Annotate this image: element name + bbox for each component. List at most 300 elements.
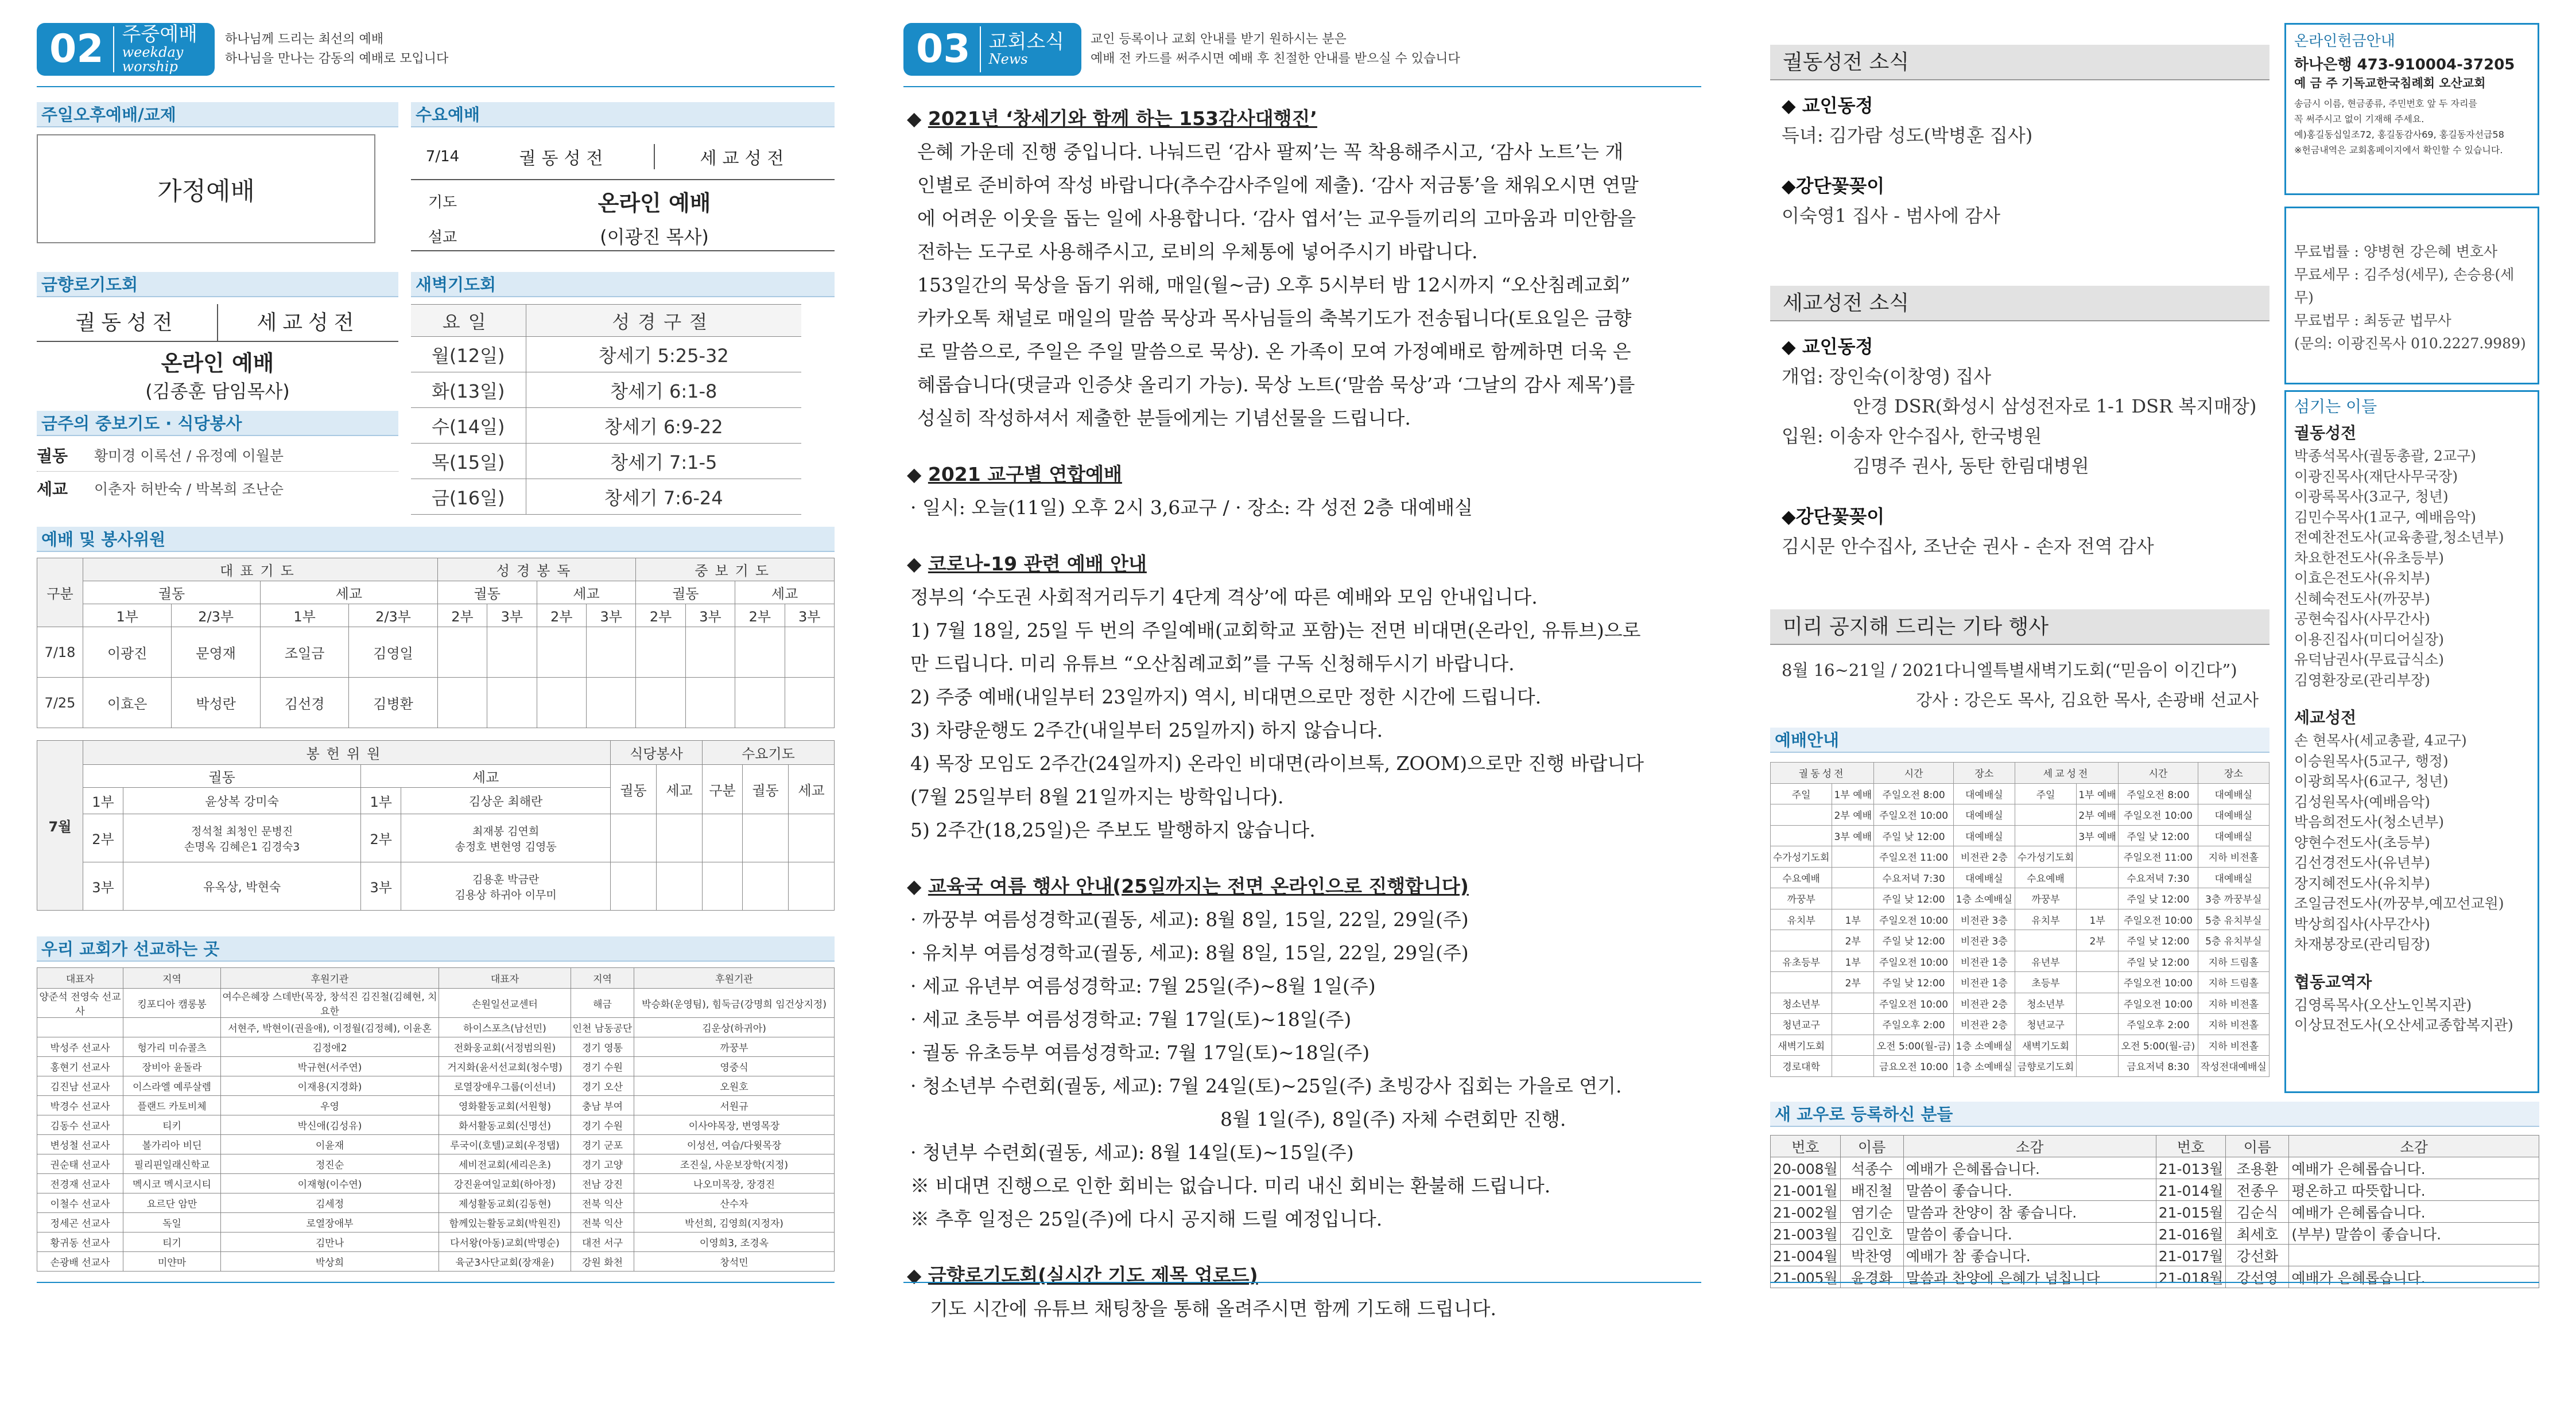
table-cell: 주일 낮 12:00 xyxy=(2119,825,2198,846)
table-cell: 주일오전 10:00 xyxy=(2119,804,2198,826)
table-row xyxy=(37,1213,835,1233)
table-cell: 티키 xyxy=(123,1115,221,1135)
table-cell: 경기 영통 xyxy=(571,1037,634,1057)
news-text xyxy=(907,581,1699,847)
table-cell: 유치부 xyxy=(1771,909,1832,930)
text-line: 5) 2주간(18,25일)은 주보도 발행하지 않습니다. xyxy=(910,819,1316,841)
table-cell: 손원일선교센터 xyxy=(439,989,571,1018)
news-text xyxy=(907,903,1699,1236)
text-line: 전하는 도구로 사용해주시고, 로비의 우체통에 넣어주시기 바랍니다. xyxy=(917,240,1478,263)
table-cell: 주일오전 8:00 xyxy=(1874,783,1953,804)
table-cell: 1부 xyxy=(2077,909,2119,930)
staff-entry: 조일금전도사(까꿍부,예꼬선교원) xyxy=(2294,895,2504,912)
text-line: · 청년부 수련회(궐동, 세교): 8월 14일(토)~15일(주) xyxy=(910,1141,1354,1164)
table-cell: 산수자 xyxy=(634,1193,835,1213)
staff-title: 섬기는 이들 xyxy=(2294,397,2377,416)
table-row xyxy=(37,1252,835,1272)
table-cell: 예배가 은혜롭습니다. xyxy=(1903,1157,2156,1179)
worship-label: 예배안내 xyxy=(1770,728,2269,753)
text-line: 성실히 작성하셔서 제출한 분들에게는 기념선물을 드립니다. xyxy=(917,407,1411,429)
table-cell: 킹포디아 캠롱봉 xyxy=(123,989,221,1018)
bottom-rule xyxy=(37,1282,835,1283)
bank-box xyxy=(2284,23,2539,195)
bottom-rule xyxy=(1770,1282,2539,1283)
staff-entry: 차재봉장로(관리팀장) xyxy=(2294,936,2430,952)
table-cell xyxy=(2015,825,2076,846)
table-row xyxy=(1771,930,2269,951)
table-row xyxy=(1771,804,2269,826)
staff-entry: 이상묘전도사(오산세교종합복지관) xyxy=(2294,1017,2513,1033)
staff-entry: 김영록목사(오산노인복지관) xyxy=(2294,996,2472,1013)
table-cell: 이영희3, 조경옥 xyxy=(634,1233,835,1252)
table-row xyxy=(1771,846,2269,868)
table-cell: 볼가리아 비딘 xyxy=(123,1135,221,1154)
table-cell: 비전관 2층 xyxy=(1953,1014,2015,1035)
table-cell: 21-001월 xyxy=(1771,1179,1841,1201)
table-cell: 경기 수원 xyxy=(571,1057,634,1076)
table-row xyxy=(37,1135,835,1154)
table-cell xyxy=(1771,930,1832,951)
mission-label: 우리 교회가 선교하는 곳 xyxy=(37,936,835,962)
new-members-table: 번호 이름 소감 번호 이름 소감 20-008월 석종수 예배가 은혜롭습니다. 21-013월 조용환 예배가 은혜롭습니다. 21-001월 배진철 말씀이 좋습니다. 21-014월 전종우 평온하고 따뜻합니다. 21-002월 염기순 말씀과 찬양이 참 좋습니다. 21-015월 김순식 예배가 은혜롭습니다. 21-003월 김인호 말씀이 좋습니다. 21-016월 최세호 (부부) 말씀이 좋습니다. 21-004월 박찬영 예배가 참 좋습니다. 21-017월 강선화 21-005월 윤경화 말씀과 찬양에 은혜가 넘칩니다 21-018월 강선영 예배가 은혜롭습니다. xyxy=(1770,1135,2539,1288)
staff-entry: 손 현목사(세교총괄, 4교구) xyxy=(2294,732,2467,749)
table-cell: 이재용(지경화) xyxy=(221,1076,439,1096)
text-line: 혜롭습니다(댓글과 인증샷 올리기 가능). 묵상 노트(‘말씀 묵상’과 ‘그날의 감사 제목’)를 xyxy=(917,374,1635,396)
table-cell: 대예배실 xyxy=(2198,867,2269,888)
table-cell: 예배가 은혜롭습니다. xyxy=(2289,1201,2539,1223)
table-cell: 주일오전 10:00 xyxy=(2119,972,2198,993)
table-row xyxy=(1771,951,2269,972)
table-cell: 지하 비전홀 xyxy=(2198,993,2269,1014)
staff-entry: 유덕남권사(무료급식소) xyxy=(2294,651,2445,668)
friday-preacher: (김종훈 담임목사) xyxy=(145,380,290,402)
table-cell: 2부 xyxy=(1832,972,1874,993)
staff-entry: 이효은전도사(유치부) xyxy=(2294,570,2430,586)
table-cell: 비전관 2층 xyxy=(1953,846,2015,868)
table-cell xyxy=(1832,846,1874,868)
table-cell: 미얀마 xyxy=(123,1252,221,1272)
table-row xyxy=(37,989,835,1018)
table-cell: 21-005월 xyxy=(1771,1266,1841,1288)
section-title: 교회소식 xyxy=(988,30,1065,53)
gwoldong-news-title: 궐동성전 소식 xyxy=(1770,45,2269,80)
table-cell: 육군3사단교회(장재윤) xyxy=(439,1252,571,1272)
gwoldong-staff xyxy=(2294,446,2530,690)
table-cell: 멕시코 멕시코시티 xyxy=(123,1174,221,1193)
table-cell: 독일 xyxy=(123,1213,221,1233)
staff-entry: 장지혜전도사(유치부) xyxy=(2294,874,2430,892)
table-cell: 대예배실 xyxy=(2198,783,2269,804)
table-cell: 1부 xyxy=(1832,909,1874,930)
section-number: 02 xyxy=(37,26,114,72)
table-cell: 김순식 xyxy=(2226,1201,2289,1223)
text-line: 2) 주중 예배(내일부터 23일까지) 역시, 비대면으로만 정한 시간에 드립니다. xyxy=(910,686,1542,708)
table-cell: 2부 예배 xyxy=(2077,804,2119,826)
table-cell: 대예배실 xyxy=(1953,825,2015,846)
table-cell: 수요저녁 7:30 xyxy=(2119,867,2198,888)
table-cell: 김정애2 xyxy=(221,1037,439,1057)
table-cell: 손광배 선교사 xyxy=(37,1252,123,1272)
worship-table: 궐동성전 시간 장소 세교성전 시간 장소 주일 1부 예배 주일오전 8:00 대예배실 주일 1부 예배 주일오전 8:00 대예배실 2부 예배 주일오전 10:00 대예배실 2부 예배 주일오전 10:00 대예배실 3부 예배 주일 낮 12:00 대예배실 3부 예배 주일 낮 12:00 대예배실 수가성기도회 주일오전 11:00 비전관 2층 수가성기도회 주일오전 11:00 지하 비전홀 수요예배 수요저녁 7:30 대예배실 수요예배 수요저녁 7:30 대예배실 까꿍부 주일 낮 12:00 1층 소예배실 까꿍부 주일 낮 12:00 3층 까꿍부실 유치부 1부 주일오전 10:00 비전관 3층 유치부 1부 주일오전 10:00 5층 유치부실 2부 주일 낮 12:00 비전관 3층 2부 주일 낮 12:00 5층 유치부실 유초등부 1부 주일오전 10:00 비전관 1층 유년부 주일 낮 12:00 지하 드림홀 2부 주일 낮 12:00 비전관 1층 초등부 주일오전 10:00 지하 드림홀 청소년부 주일오전 10:00 비전관 2층 청소년부 주일오전 10:00 지하 비전홀 청년교구 주일오후 2:00 비전관 2층 청년교구 주일오후 2:00 지하 비전홀 새벽기도회 오전 5:00(월-금) 1층 소예배실 새벽기도회 오전 5:00(월-금) 지하 비전홀 경로대학 금요오전 10:00 1층 소예배실 금향로기도회 금요저녁 8:30 작성전대예배실 xyxy=(1770,762,2269,1077)
table-cell: 로열장애우그룹(이선녀) xyxy=(439,1076,571,1096)
segyo-staff xyxy=(2294,730,2530,955)
table-cell: 플랜드 카토비체 xyxy=(123,1096,221,1115)
table-cell: 박규현(서주연) xyxy=(221,1057,439,1076)
new-members-label: 새 교우로 등록하신 분들 xyxy=(1770,1102,2539,1127)
news-text xyxy=(907,135,1699,435)
news-heading: ◆ 2021년 ‘창세기와 함께 하는 153감사대행진’ xyxy=(907,107,1317,130)
table-cell: 조진실, 사운보장학(지정) xyxy=(634,1154,835,1174)
table-cell: 2부 xyxy=(1832,930,1874,951)
table-cell xyxy=(37,1018,123,1037)
table-row xyxy=(37,1018,835,1037)
table-cell xyxy=(1832,993,1874,1014)
staff-entry: 이승원목사(5교구, 행정) xyxy=(2294,752,2449,769)
table-cell: 지하 드림홀 xyxy=(2198,972,2269,993)
table-cell: 박상희 xyxy=(221,1252,439,1272)
gwoldong-news: ◆ 교인동정 득녀: 김가람 성도(박병훈 집사) ◆강단꽃꽂이 이숙영1 집사 - 범사에 감사 xyxy=(1782,95,2033,227)
staff-entry: 양현수전도사(초등부) xyxy=(2294,834,2430,851)
table-cell: 1부 xyxy=(1832,951,1874,972)
text-line: 만 드립니다. 미리 유튜브 “오산침례교회”를 구독 신청해두시기 바랍니다. xyxy=(910,652,1515,675)
table-cell: 5층 유치부실 xyxy=(2198,930,2269,951)
table-cell: 오전 5:00(월-금) xyxy=(2119,1035,2198,1056)
table-cell: 새벽기도회 xyxy=(2015,1035,2076,1056)
table-cell xyxy=(1771,825,1832,846)
friday-online: 온라인 예배 xyxy=(161,351,274,376)
table-cell: 금향로기도회 xyxy=(2015,1056,2076,1077)
table-cell: 청년교구 xyxy=(2015,1014,2076,1035)
text-line: · 세교 유년부 여름성경학교: 7월 25일(주)~8월 1일(주) xyxy=(910,975,1376,997)
table-cell xyxy=(2077,846,2119,868)
table-cell: 정진순 xyxy=(221,1154,439,1174)
table-row xyxy=(37,1193,835,1213)
table-cell: 박경수 선교사 xyxy=(37,1096,123,1115)
table-cell: 작성전대예배실 xyxy=(2198,1056,2269,1077)
table-cell xyxy=(2077,1035,2119,1056)
table-cell xyxy=(1832,1056,1874,1077)
table-cell: 주일오전 8:00 xyxy=(2119,783,2198,804)
table-cell: 함께있는활동교회(박원진) xyxy=(439,1213,571,1233)
table-cell: 주일오전 10:00 xyxy=(1874,993,1953,1014)
table-cell: 주일오전 10:00 xyxy=(2119,993,2198,1014)
table-cell: 유치부 xyxy=(2015,909,2076,930)
table-cell: 주일 낮 12:00 xyxy=(1874,972,1953,993)
table-cell: 수요예배 xyxy=(1771,867,1832,888)
section-title: 주중예배 xyxy=(122,22,198,46)
news-heading: ◆ 2021 교구별 연합예배 xyxy=(907,463,1122,485)
table-cell: 2부 예배 xyxy=(1832,804,1874,826)
table-cell: 지하 비전홀 xyxy=(2198,1014,2269,1035)
table-cell: 유년부 xyxy=(2015,951,2076,972)
wed-label: 수요예배 xyxy=(411,102,835,127)
table-cell: 김만나 xyxy=(221,1233,439,1252)
table-cell xyxy=(1832,888,1874,909)
table-cell: 주일 낮 12:00 xyxy=(1874,825,1953,846)
table-cell: 수가성기도회 xyxy=(1771,846,1832,868)
table-cell: 1부 예배 xyxy=(2077,783,2119,804)
table-row xyxy=(1771,1157,2539,1179)
table-cell: 김세정 xyxy=(221,1193,439,1213)
bank-account: 하나은행 473-910004-37205 xyxy=(2294,56,2515,73)
table-row xyxy=(1771,909,2269,930)
bank-holder: 예 금 주 기독교한국침례회 오산교회 xyxy=(2294,76,2486,90)
table-cell xyxy=(2077,888,2119,909)
friday-site-1: 궐동성전 xyxy=(37,304,218,341)
table-row xyxy=(37,1154,835,1174)
wed-block: 7/14 궐동성전 세교성전 기도 온라인 예배 설교 (이광진 목사) xyxy=(411,134,835,251)
table-cell: 주일오전 11:00 xyxy=(1874,846,1953,868)
text-line: · 세교 초등부 여름성경학교: 7월 17일(토)~18일(주) xyxy=(910,1008,1352,1031)
table-cell: 5층 유치부실 xyxy=(2198,909,2269,930)
table-row xyxy=(37,1233,835,1252)
table-cell: 로열장애부 xyxy=(221,1213,439,1233)
table-cell: 양준석 전영숙 선교사 xyxy=(37,989,123,1018)
table-row xyxy=(1771,888,2269,909)
table-cell: 말씀이 좋습니다. xyxy=(1903,1223,2156,1245)
table-cell: 주일 낮 12:00 xyxy=(2119,951,2198,972)
friday-block xyxy=(37,304,398,403)
table-cell: 영화활동교회(서원형) xyxy=(439,1096,571,1115)
staff-entry: 이광록목사(3교구, 청년) xyxy=(2294,488,2449,505)
table-cell: 비전관 1층 xyxy=(1953,972,2015,993)
news-text xyxy=(907,1292,1699,1325)
table-cell xyxy=(2077,867,2119,888)
table-cell: 비전관 1층 xyxy=(1953,951,2015,972)
table-cell: 유초등부 xyxy=(1771,951,1832,972)
table-cell: 강진윤여일교회(하아정) xyxy=(439,1174,571,1193)
table-cell: 경기 군포 xyxy=(571,1135,634,1154)
table-cell: 21-004월 xyxy=(1771,1245,1841,1266)
table-cell: 주일 xyxy=(1771,783,1832,804)
table-cell: 우영 xyxy=(221,1096,439,1115)
table-cell: 서현주, 박현이(권을애), 이정월(김정혜), 이윤혼 xyxy=(221,1018,439,1037)
table-cell: 1층 소예배실 xyxy=(1953,1056,2015,1077)
table-cell: 전종우 xyxy=(2226,1179,2289,1201)
table-cell xyxy=(1832,1035,1874,1056)
table-cell: 최세호 xyxy=(2226,1223,2289,1245)
p3-intro: 교인 등록이나 교회 안내를 받기 원하시는 분은 예배 전 카드를 써주시면 예배 후 친절한 안내를 받으실 수 있습니다 xyxy=(1091,32,1460,66)
table-cell: 석종수 xyxy=(1840,1157,1903,1179)
staff-entry: 박음희전도사(청소년부) xyxy=(2294,814,2445,830)
table-cell: 박성주 선교사 xyxy=(37,1037,123,1057)
staff-entry: 신혜숙전도사(까꿍부) xyxy=(2294,590,2430,607)
table-cell xyxy=(2077,972,2119,993)
table-cell: 이사야목장, 변영목장 xyxy=(634,1115,835,1135)
text-line: · 유치부 여름성경학교(궐동, 세교): 8월 8일, 15일, 22일, 29일(주) xyxy=(910,942,1469,964)
table-cell: 수요저녁 7:30 xyxy=(1874,867,1953,888)
table-cell: 주일 xyxy=(2015,783,2076,804)
table-cell: 대예배실 xyxy=(2198,825,2269,846)
wed-date: 7/14 xyxy=(425,148,460,165)
table-cell: 1층 소예배실 xyxy=(1953,888,2015,909)
coop-staff xyxy=(2294,995,2530,1036)
table-cell: 충남 부여 xyxy=(571,1096,634,1115)
table-cell: 청년교구 xyxy=(1771,1014,1832,1035)
segyo-news-title: 세교성전 소식 xyxy=(1770,286,2269,321)
p2-intro: 하나님께 드리는 최선의 예배 하나님을 만나는 감동의 예배로 모입니다 xyxy=(225,32,449,66)
table-cell: 말씀과 찬양에 은혜가 넘칩니다 xyxy=(1903,1266,2156,1288)
segyo-news: ◆ 교인동정 개업: 장인숙(이창영) 집사 안경 DSR(화성시 삼성전자로 1-1 DSR 복지매장) 입원: 이송자 안수집사, 한국병원 김명주 권사, 동탄 한림대병원 ◆강단꽃꽂이 김시문 안수집사, 조난순 권사 - 손자 전역 감사 xyxy=(1782,336,2257,557)
table-cell: 하이스포츠(남선민) xyxy=(439,1018,571,1037)
table-cell: 이스라엘 예루살렘 xyxy=(123,1076,221,1096)
table-cell: 강원 화천 xyxy=(571,1252,634,1272)
table-cell xyxy=(123,1018,221,1037)
staff-entry: 이용진집사(미디어실장) xyxy=(2294,631,2445,648)
table-cell: 창석민 xyxy=(634,1252,835,1272)
text-line: 153일간의 묵상을 돕기 위해, 매일(월~금) 오후 5시부터 밤 12시까지 “오산침례교회” xyxy=(917,274,1631,296)
table-cell: 전북 익산 xyxy=(571,1193,634,1213)
table-cell: 청소년부 xyxy=(2015,993,2076,1014)
staff-entry: 김영환장로(관리부장) xyxy=(2294,671,2430,689)
text-line: 3) 차량운행도 2주간(내일부터 25일까지) 하지 않습니다. xyxy=(910,719,1383,741)
text-line: ※ 비대면 진행으로 인한 회비는 없습니다. 미리 내신 회비는 환불해 드립니다. xyxy=(910,1175,1551,1197)
table-cell: 화서활동교회(신명선) xyxy=(439,1115,571,1135)
table-cell: 대예배실 xyxy=(1953,867,2015,888)
table-cell: 권순태 선교사 xyxy=(37,1154,123,1174)
section-subtitle: weekday worship xyxy=(122,44,184,75)
table-cell: 박선희, 김영희(지정자) xyxy=(634,1213,835,1233)
table-row xyxy=(37,1115,835,1135)
table-row xyxy=(1771,1035,2269,1056)
table-row xyxy=(37,1057,835,1076)
table-row xyxy=(1771,825,2269,846)
staff-entry: 박상희집사(사무간사) xyxy=(2294,915,2430,932)
text-line: · 일시: 오늘(11일) 오후 2시 3,6교구 / · 장소: 각 성전 2층 대예배실 xyxy=(910,496,1473,519)
table-row xyxy=(37,1174,835,1193)
table-cell: 제성활동교회(김동현) xyxy=(439,1193,571,1213)
news-heading: ◆ 코로나-19 관련 예배 안내 xyxy=(907,553,1147,575)
table-cell: 해금 xyxy=(571,989,634,1018)
table-cell: 전남 강진 xyxy=(571,1174,634,1193)
week-rows: 궐동 황미경 이록선 / 유정예 이월분 세교 이춘자 허반숙 / 박복희 조난순 xyxy=(37,438,398,505)
table-cell xyxy=(2077,951,2119,972)
news-heading: ◆ 교육국 여름 행사 안내(25일까지는 전면 온라인으로 진행합니다) xyxy=(907,875,1469,897)
table-cell: 주일 낮 12:00 xyxy=(1874,930,1953,951)
table-cell: 전북 익산 xyxy=(571,1213,634,1233)
table-cell: 20-008월 xyxy=(1771,1157,1841,1179)
table-cell: 다서왕(아동)교회(박명순) xyxy=(439,1233,571,1252)
table-cell: (부부) 말씀이 좋습니다. xyxy=(2289,1223,2539,1245)
table-cell: 헝가리 미슈콜츠 xyxy=(123,1037,221,1057)
table-cell: 지하 드림홀 xyxy=(2198,951,2269,972)
table-cell: 청소년부 xyxy=(1771,993,1832,1014)
table-row xyxy=(1771,867,2269,888)
staff-entry: 전예찬전도사(교육총괄,청소년부) xyxy=(2294,529,2504,546)
text-line: 기도 시간에 유튜브 채팅창을 통해 올려주시면 함께 기도해 드립니다. xyxy=(930,1297,1496,1320)
table-cell xyxy=(2015,804,2076,826)
table-cell: 주일오전 11:00 xyxy=(2119,846,2198,868)
friday-site-2: 세교성전 xyxy=(257,311,360,335)
table-cell: 필리핀일래신학교 xyxy=(123,1154,221,1174)
table-cell: 주일오전 10:00 xyxy=(1874,909,1953,930)
staff-box: 섬기는 이들 궐동성전 박종석목사(궐동총괄, 2교구) 이광진목사(재단사무국장) 이광록목사(3교구, 청년) 김민수목사(1교구, 예배음악) 전예찬전도사(교육총괄,청소년부) 차요한전도사(유초등부) 이효은전도사(유치부) 신혜숙전도사(까꿍부) 공현숙집사(사무간사) 이용진집사(미디어실장) 유덕남권사(무료급식소) 김영환장로(관리부장) 세교성전 손 현목사(세교총괄, 4교구) 이승원목사(5교구, 행정) 이광희목사(6교구, 청년) 김성원목사(예배음악) 박음희전도사(청소년부) 양현수전도사(초등부) 김선경전도사(유년부) 장지혜전도사(유치부) 조일금전도사(까꿍부,예꼬선교원) 박상희집사(사무간사) 차재봉장로(관리팀장) 협동교역자 김영록목사(오산노인복지관) 이상묘전도사(오산세교종합복지관) xyxy=(2284,390,2539,1093)
table-cell: 오원호 xyxy=(634,1076,835,1096)
table-cell: 2부 xyxy=(2077,930,2119,951)
table-row xyxy=(1771,1056,2269,1077)
table-cell: 까꿍부 xyxy=(2015,888,2076,909)
table-cell: 21-014월 xyxy=(2156,1179,2226,1201)
table-row xyxy=(1771,1223,2539,1245)
table-cell: 주일오전 10:00 xyxy=(1874,951,1953,972)
table-cell: 오전 5:00(월-금) xyxy=(1874,1035,1953,1056)
table-cell: 영중식 xyxy=(634,1057,835,1076)
table-cell: 요르단 암만 xyxy=(123,1193,221,1213)
table-cell xyxy=(1771,804,1832,826)
table-cell: 변성철 선교사 xyxy=(37,1135,123,1154)
table-cell: 금요저녁 8:30 xyxy=(2119,1056,2198,1077)
table-cell: 비전관 3층 xyxy=(1953,909,2015,930)
table-cell: 금요오전 10:00 xyxy=(1874,1056,1953,1077)
table-cell: 배진철 xyxy=(1840,1179,1903,1201)
table-cell: 이철수 선교사 xyxy=(37,1193,123,1213)
text-line: 카카오톡 채널로 매일의 말씀 묵상과 목사님들의 축복기도가 전송됩니다(토요일은 금향 xyxy=(917,307,1632,329)
bank-title: 온라인헌금안내 xyxy=(2294,33,2395,50)
table-cell: 평온하고 따뜻합니다. xyxy=(2289,1179,2539,1201)
table-cell: 강선영 xyxy=(2226,1266,2289,1288)
section-subtitle: News xyxy=(988,51,1028,68)
table-cell: 서원규 xyxy=(634,1096,835,1115)
table-cell: 윤경화 xyxy=(1840,1266,1903,1288)
table-cell: 주일 낮 12:00 xyxy=(2119,930,2198,951)
text-line: 로 말씀으로, 주일은 주일 말씀으로 묵상). 온 가족이 모여 가정예배로 함께하면 더욱 은 xyxy=(917,340,1631,363)
dawn-table: 요일 성경구절 월(12일) 창세기 5:25-32 화(13일) 창세기 6:1-8 수(14일) 창세기 6:9-22 목(15일) 창세기 7:1-5 금(16일) 창세기 7:6-24 xyxy=(411,304,801,515)
table-cell: 21-017월 xyxy=(2156,1245,2226,1266)
friday-label: 금향로기도회 xyxy=(37,272,398,297)
divider xyxy=(903,86,1701,87)
text-line: ※ 추후 일정은 25일(주)에 다시 공지해 드릴 예정입니다. xyxy=(910,1208,1383,1230)
table-row xyxy=(1771,1245,2539,1266)
dawn-label: 새벽기도회 xyxy=(411,272,835,297)
table-cell: 까꿍부 xyxy=(634,1037,835,1057)
text-line: (7월 25일부터 8월 21일까지는 방학입니다). xyxy=(910,786,1284,808)
table-cell: 주일 낮 12:00 xyxy=(2119,888,2198,909)
table-cell: 지하 비전홀 xyxy=(2198,846,2269,868)
event-text: 8월 16~21일 / 2021다니엘특별새벽기도회(“믿음이 이긴다”) 강사 : 강은도 목사, 김요한 목사, 손광배 선교사 xyxy=(1782,660,2259,710)
staff-label: 예배 및 봉사위원 xyxy=(37,527,835,552)
table-cell: 21-018월 xyxy=(2156,1266,2226,1288)
text-line: 에 어려운 이웃을 돕는 일에 사용합니다. ‘감사 엽서’는 교우들끼리의 고마움과 미안함을 xyxy=(917,207,1636,230)
table-cell: 수가성기도회 xyxy=(2015,846,2076,868)
table-cell: 말씀과 찬양이 참 좋습니다. xyxy=(1903,1201,2156,1223)
table-row xyxy=(37,1076,835,1096)
table-cell: 까꿍부 xyxy=(1771,888,1832,909)
table-row xyxy=(1771,972,2269,993)
table-cell: 인천 남동공단 xyxy=(571,1018,634,1037)
staff-entry: 김민수목사(1교구, 예배음악) xyxy=(2294,508,2476,526)
table-cell: 전경재 선교사 xyxy=(37,1174,123,1193)
table-cell: 3부 예배 xyxy=(2077,825,2119,846)
mission-table: 대표자 지역 후원기관 대표자 지역 후원기관 양준석 전영숙 선교사 킹포디아 캠롱봉 여수은혜장 스데반(목장, 창석진 김진철(김혜현, 치요한 손원일선교센터 해금 박승화(운영팀), 힘둑금(강명희 임건상지정) 서현주, 박현이(권을애), 이정월(김정혜), 이윤혼 하이스포츠(남선민) 인천 남동공단 김운상(하귀아) 박성주 선교사 헝가리 미슈콜츠 김정애2 전화웅교회(서정범의원) 경기 영통 까꿍부 홍현기 선교사 장비아 윤돌라 박규현(서주연) 거지화(윤서선교회(청수명) 경기 수원 영중식 김진남 선교사 이스라엘 예루살렘 이재용(지경화) 로열장애우그룹(이선녀) 경기 오산 오원호 박경수 선교사 플랜드 카토비체 우영 영화활동교회(서원형) 충남 부여 서원규 김동수 선교사 티키 박신애(김성유) 화서활동교회(신명선) 경기 수원 이사야목장, 변영목장 변성철 선교사 볼가리아 비딘 이윤재 루국이(호텔)교회(우정탭) 경기 군포 이성선, 여습/다윗목장 권순태 선교사 필리핀일래신학교 정진순 세비전교회(세리은초) 경기 고양 조진실, 사운보장학(지정) 전경재 선교사 멕시코 멕시코시티 이재형(이수연) 강진윤여일교회(하아정) 전남 강진 나오미목장, 장경진 이철수 선교사 요르단 암만 김세정 제성활동교회(김동현) 전북 익산 산수자 정세곤 선교사 독일 로열장애부 함께있는활동교회(박원진) 전북 익산 박선희, 김영희(지정자) 황귀동 선교사 티기 김만나 다서왕(아동)교회(박명순) 대전 서구 이영희3, 조경옥 손광배 선교사 미얀마 박상희 육군3사단교회(장재윤) 강원 화천 창석민 xyxy=(37,967,835,1272)
table-cell: 비전관 3층 xyxy=(1953,930,2015,951)
table-cell: 거지화(윤서선교회(청수명) xyxy=(439,1057,571,1076)
staff-entry: 박종석목사(궐동총괄, 2교구) xyxy=(2294,448,2476,464)
news-heading: ◆ 금향로기도회(실시간 기도 제목 업로드) xyxy=(907,1264,1258,1286)
table-cell: 염기순 xyxy=(1840,1201,1903,1223)
table-cell: 김인호 xyxy=(1840,1223,1903,1245)
table-row xyxy=(37,1037,835,1057)
table-cell: 이재형(이수연) xyxy=(221,1174,439,1193)
table-cell: 정세곤 선교사 xyxy=(37,1213,123,1233)
table-row xyxy=(37,1096,835,1115)
staff-entry: 김선경전도사(유년부) xyxy=(2294,854,2430,871)
table-cell xyxy=(2077,993,2119,1014)
text-line: 은혜 가운데 진행 중입니다. 나눠드린 ‘감사 팔찌’는 꼭 착용해주시고, ‘감사 노트’는 개 xyxy=(917,141,1624,163)
staff-table: 구분 대표기도 성경봉독 중보기도 궐동 세교 궐동 세교 궐동 세교 1부 2/3부 1부 2/3부 2부 3부 2부 3부 2부 3부 2부 3부 7/18 이광진 문영재 조일금 김영일 7/25 이효은 박성란 김선경 김병환 xyxy=(37,558,835,728)
table-row xyxy=(1771,1266,2539,1288)
section-number-02 xyxy=(37,23,215,76)
table-cell: 대예배실 xyxy=(2198,804,2269,826)
